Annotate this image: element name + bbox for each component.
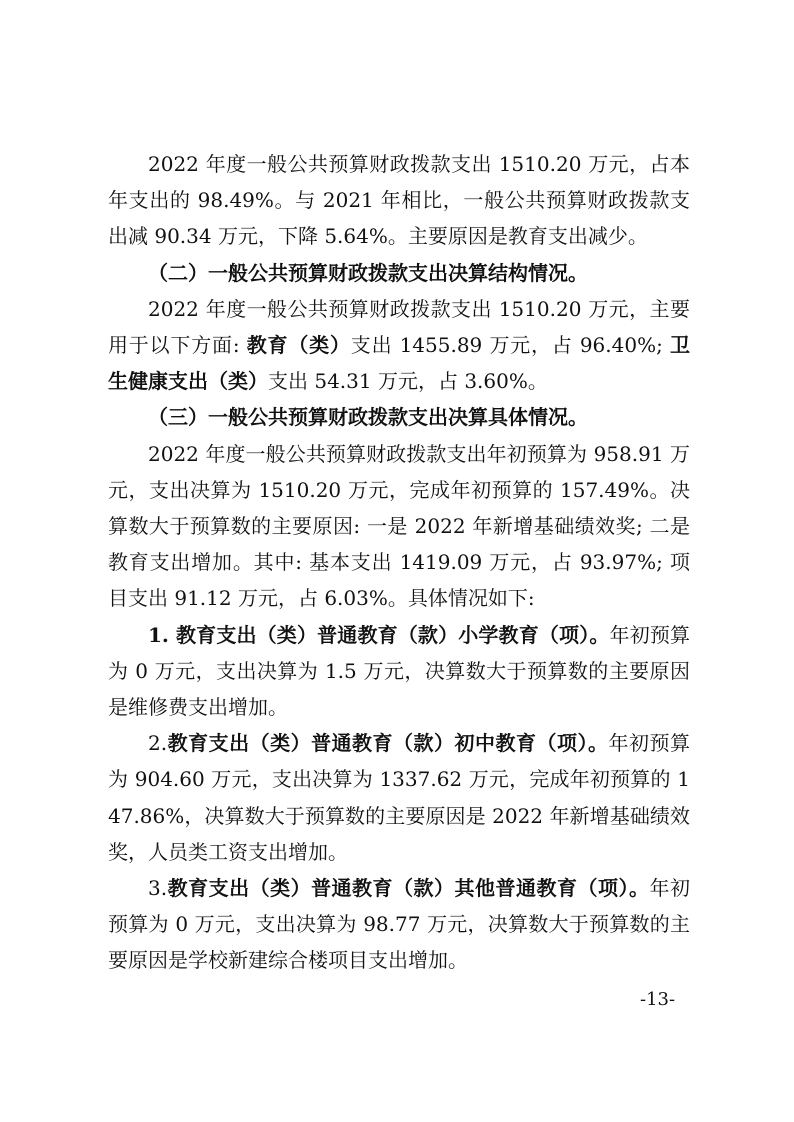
text-run: 2022 年度一般公共预算财政拨款支出 1510.20 万元，主要用于以下方面: — [108, 296, 690, 358]
item-other-education — [108, 870, 690, 979]
item-number: 2. — [148, 731, 168, 756]
item-title: 教育支出（类）普通教育（款）初中教育（项）。 — [167, 731, 609, 756]
item-title: 1. 教育支出（类）普通教育（款）小学教育（项）。 — [148, 622, 610, 647]
item-title: 教育支出（类）普通教育（款）其他普通教育（项）。 — [167, 876, 650, 901]
text-run: 支出 54.31 万元，占 3.60%。 — [268, 369, 548, 394]
document-body — [108, 146, 690, 979]
item-text: 年初预算为 0 万元，支出决算为 1.5 万元，决算数大于预算数的主要原因是维修费支出增加。 — [108, 622, 691, 720]
bold-category-health: 卫生健康支出（类） — [108, 333, 690, 394]
item-junior-middle-education — [108, 725, 690, 870]
bold-category-education: 教育（类） — [246, 333, 351, 358]
item-number: 3. — [148, 876, 168, 901]
paragraph-expenditure-structure — [108, 291, 690, 400]
item-primary-education — [108, 617, 690, 726]
item-text: 年初预算为 904.60 万元，支出决算为 1337.62 万元，完成年初预算的 147.86%，决算数大于预算数的主要原因是 2022 年新增基础绩效奖，人员类工资支出增加。 — [108, 731, 691, 864]
section-heading-structure: （二）一般公共预算财政拨款支出决算结构情况。 — [148, 260, 588, 285]
section-heading-details: （三）一般公共预算财政拨款支出决算具体情况。 — [148, 405, 588, 430]
paragraph-expenditure-details: 2022 年度一般公共预算财政拨款支出年初预算为 958.91 万元，支出决算为 1510.20 万元，完成年初预算的 157.49%。决算数大于预算数的主要原因: 一是 2022 年新增基础绩效奖; 二是教育支出增加。其中: 基本支出 1419.09 万元，占 93.97%; 项目支出 91.12 万元，占 6.03%。具体情况如下: — [108, 441, 690, 611]
item-text: 年初预算为 0 万元，支出决算为 98.77 万元，决算数大于预算数的主要原因是学校新建综合楼项目支出增加。 — [108, 876, 691, 973]
page-number: -13- — [640, 989, 676, 1010]
paragraph-expenditure-summary: 2022 年度一般公共预算财政拨款支出 1510.20 万元，占本年支出的 98.49%。与 2021 年相比，一般公共预算财政拨款支出减 90.34 万元，下降 5.64%。主要原因是教育支出减少。 — [108, 152, 690, 249]
text-run: 支出 1455.89 万元，占 96.40%; — [350, 333, 670, 358]
